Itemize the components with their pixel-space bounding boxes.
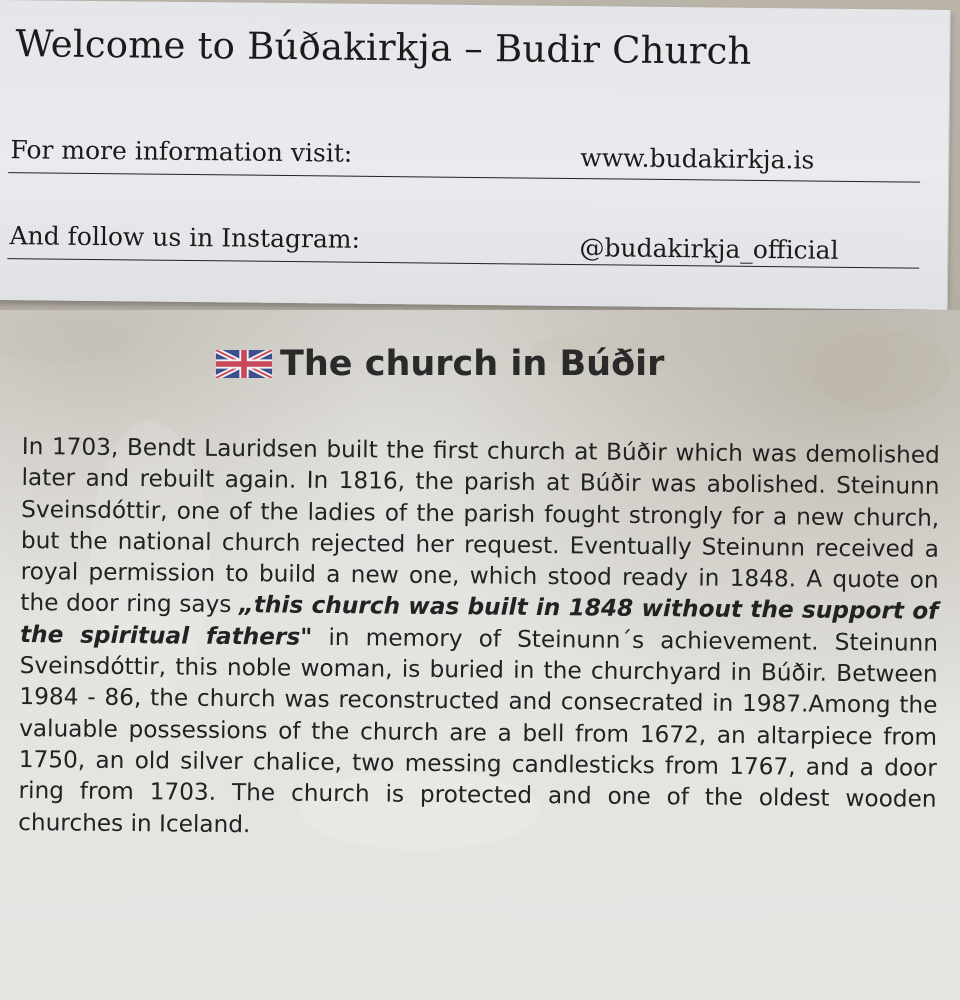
- uk-flag-icon: [214, 350, 274, 378]
- instagram-label: And follow us in Instagram:: [9, 221, 361, 254]
- instagram-handle[interactable]: @budakirkja_official: [579, 233, 839, 265]
- door-ring-quote: „this church was built in 1848 without the support of the spiritual fathers": [19, 591, 939, 651]
- church-history-sign: [0, 310, 960, 1000]
- website-link[interactable]: www.budakirkja.is: [580, 143, 815, 175]
- sign-title: The church in Búðir: [280, 344, 665, 384]
- info-row-instagram: [7, 218, 919, 269]
- welcome-title: Welcome to Búðakirkja – Budir Church: [15, 22, 752, 73]
- history-text-rest: in memory of Steinunn´s achievement. Steinunn Sveinsdóttir, this noble woman, is buried in the churchyard in Búðir. Between 1984 - 86, the church was reconstructed and consecrated in 1987.Among the valuable possessions of the church are a bell from 1672, an altarpiece from 1750, an old silver chalice, two messing candlesticks from 1767, and a door ring from 1703. The church is protected and one of the oldest wooden churches in Iceland.: [18, 623, 939, 838]
- welcome-label: [0, 0, 951, 310]
- info-label: For more information visit:: [10, 135, 353, 168]
- history-text-intro: In 1703, Bendt Lauridsen built the first church at Búðir which was demolished later and rebuilt again. In 1816, the parish at Búðir was abolished. Steinunn Sveinsdóttir, one of the ladies of the parish fought strongly for a new church, but the national church rejected her request. Eventually Steinunn received a royal permission to build a new one, which stood ready in 1848. A quote on the door ring says: [20, 433, 940, 619]
- history-paragraph: [18, 431, 940, 847]
- info-row-website: [8, 132, 920, 183]
- sign-heading: [214, 344, 664, 384]
